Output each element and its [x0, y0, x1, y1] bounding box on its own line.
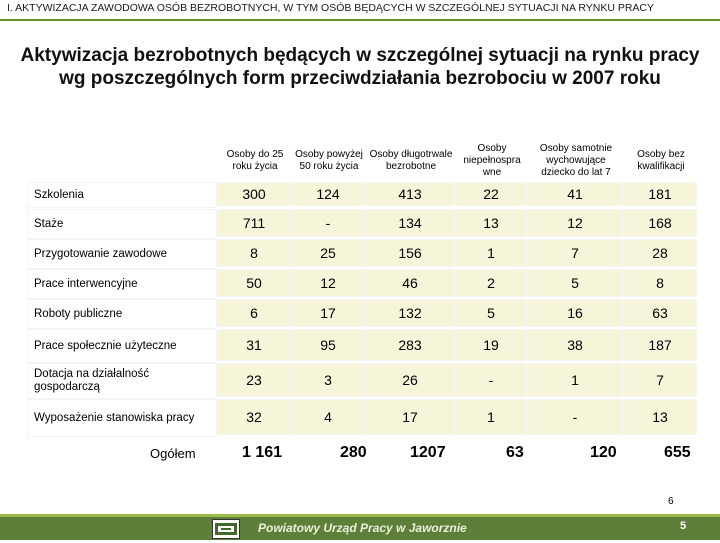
row-label: Prace społecznie użyteczne: [28, 330, 216, 362]
table-cell: 23: [218, 364, 290, 396]
header-bar-text: I. AKTYWIZACJA ZAWODOWA OSÓB BEZROBOTNYCH, W TYM OSÓB BĘDĄCYCH W SZCZEGÓLNEJ SYTUACJI NA RYNKU PRACY: [7, 2, 655, 14]
table-cell: 50: [218, 270, 290, 296]
table-cell: 26: [366, 364, 454, 396]
column-header: Osoby niepełnospra wne: [456, 139, 528, 183]
row-label: Dotacja na działalność gospodarczą: [28, 364, 216, 398]
table-cell: 8: [624, 270, 696, 296]
table-cell: 13: [624, 400, 696, 434]
table-cell: 132: [366, 300, 454, 326]
table-cell: 187: [624, 330, 696, 360]
table-cell: 300: [218, 183, 290, 205]
table-cell: 31: [218, 330, 290, 360]
header-bar: [0, 0, 720, 19]
table-cell: 7: [624, 364, 696, 396]
table-cell: 124: [292, 183, 364, 205]
table-cell: 168: [624, 210, 696, 236]
table-cell: 1: [456, 240, 526, 266]
total-value: 120: [590, 444, 617, 461]
table-cell: 4: [292, 400, 364, 434]
table-cell: 283: [366, 330, 454, 360]
footer-office-name: Powiatowy Urząd Pracy w Jaworznie: [258, 521, 467, 535]
table-cell: 2: [456, 270, 526, 296]
total-value: 280: [340, 444, 367, 461]
column-header: Osoby do 25 roku życia: [218, 139, 292, 183]
table-cell: 12: [292, 270, 364, 296]
table-cell: -: [292, 210, 364, 236]
table-cell: 12: [528, 210, 622, 236]
footer-bar: [0, 514, 720, 540]
page-number: 6: [668, 496, 674, 507]
table-cell: 13: [456, 210, 526, 236]
table-cell: 38: [528, 330, 622, 360]
table-cell: 28: [624, 240, 696, 266]
row-label: Staże: [28, 210, 216, 238]
table-cell: 134: [366, 210, 454, 236]
column-header: Osoby samotnie wychowujące dziecko do lat 7: [528, 139, 624, 183]
slide-number: 5: [680, 520, 687, 532]
total-label: Ogółem: [150, 446, 196, 461]
total-value: 63: [506, 444, 524, 461]
page-title: Aktywizacja bezrobotnych będących w szczególnej sytuacji na rynku pracy wg poszczególnych form przeciwdziałania bezrobociu w 2007 roku: [20, 45, 700, 89]
table-cell: 5: [528, 270, 622, 296]
footer-stripe: [0, 514, 720, 517]
table-cell: 17: [292, 300, 364, 326]
table-cell: 1: [456, 400, 526, 434]
row-label: Wyposażenie stanowiska pracy: [28, 400, 216, 436]
table-cell: 22: [456, 183, 526, 205]
table-cell: 156: [366, 240, 454, 266]
table-cell: 711: [218, 210, 290, 236]
column-header: Osoby powyżej 50 roku życia: [292, 139, 366, 183]
table-cell: -: [528, 400, 622, 434]
table-cell: 5: [456, 300, 526, 326]
table-cell: 41: [528, 183, 622, 205]
total-value: 1 161: [242, 444, 283, 461]
table-cell: 32: [218, 400, 290, 434]
table-cell: 181: [624, 183, 696, 205]
table-cell: 16: [528, 300, 622, 326]
table-cell: 63: [624, 300, 696, 326]
column-header: Osoby długotrwale bezrobotne: [366, 139, 456, 183]
total-value: 1207: [410, 444, 446, 461]
table-cell: 19: [456, 330, 526, 360]
row-label: Prace interwencyjne: [28, 270, 216, 298]
row-label: Roboty publiczne: [28, 300, 216, 328]
table-cell: 3: [292, 364, 364, 396]
header-divider: [0, 19, 720, 21]
table-cell: 7: [528, 240, 622, 266]
table-cell: -: [456, 364, 526, 396]
table-cell: 95: [292, 330, 364, 360]
table-cell: 25: [292, 240, 364, 266]
table-cell: 17: [366, 400, 454, 434]
row-label: Przygotowanie zawodowe: [28, 240, 216, 268]
column-header: Osoby bez kwalifikacji: [624, 139, 698, 183]
office-logo-icon: [212, 519, 240, 539]
total-value: 655: [664, 444, 691, 461]
table-cell: 1: [528, 364, 622, 396]
table-cell: 8: [218, 240, 290, 266]
table-cell: 413: [366, 183, 454, 205]
row-label: Szkolenia: [28, 183, 216, 207]
table-cell: 46: [366, 270, 454, 296]
table-cell: 6: [218, 300, 290, 326]
